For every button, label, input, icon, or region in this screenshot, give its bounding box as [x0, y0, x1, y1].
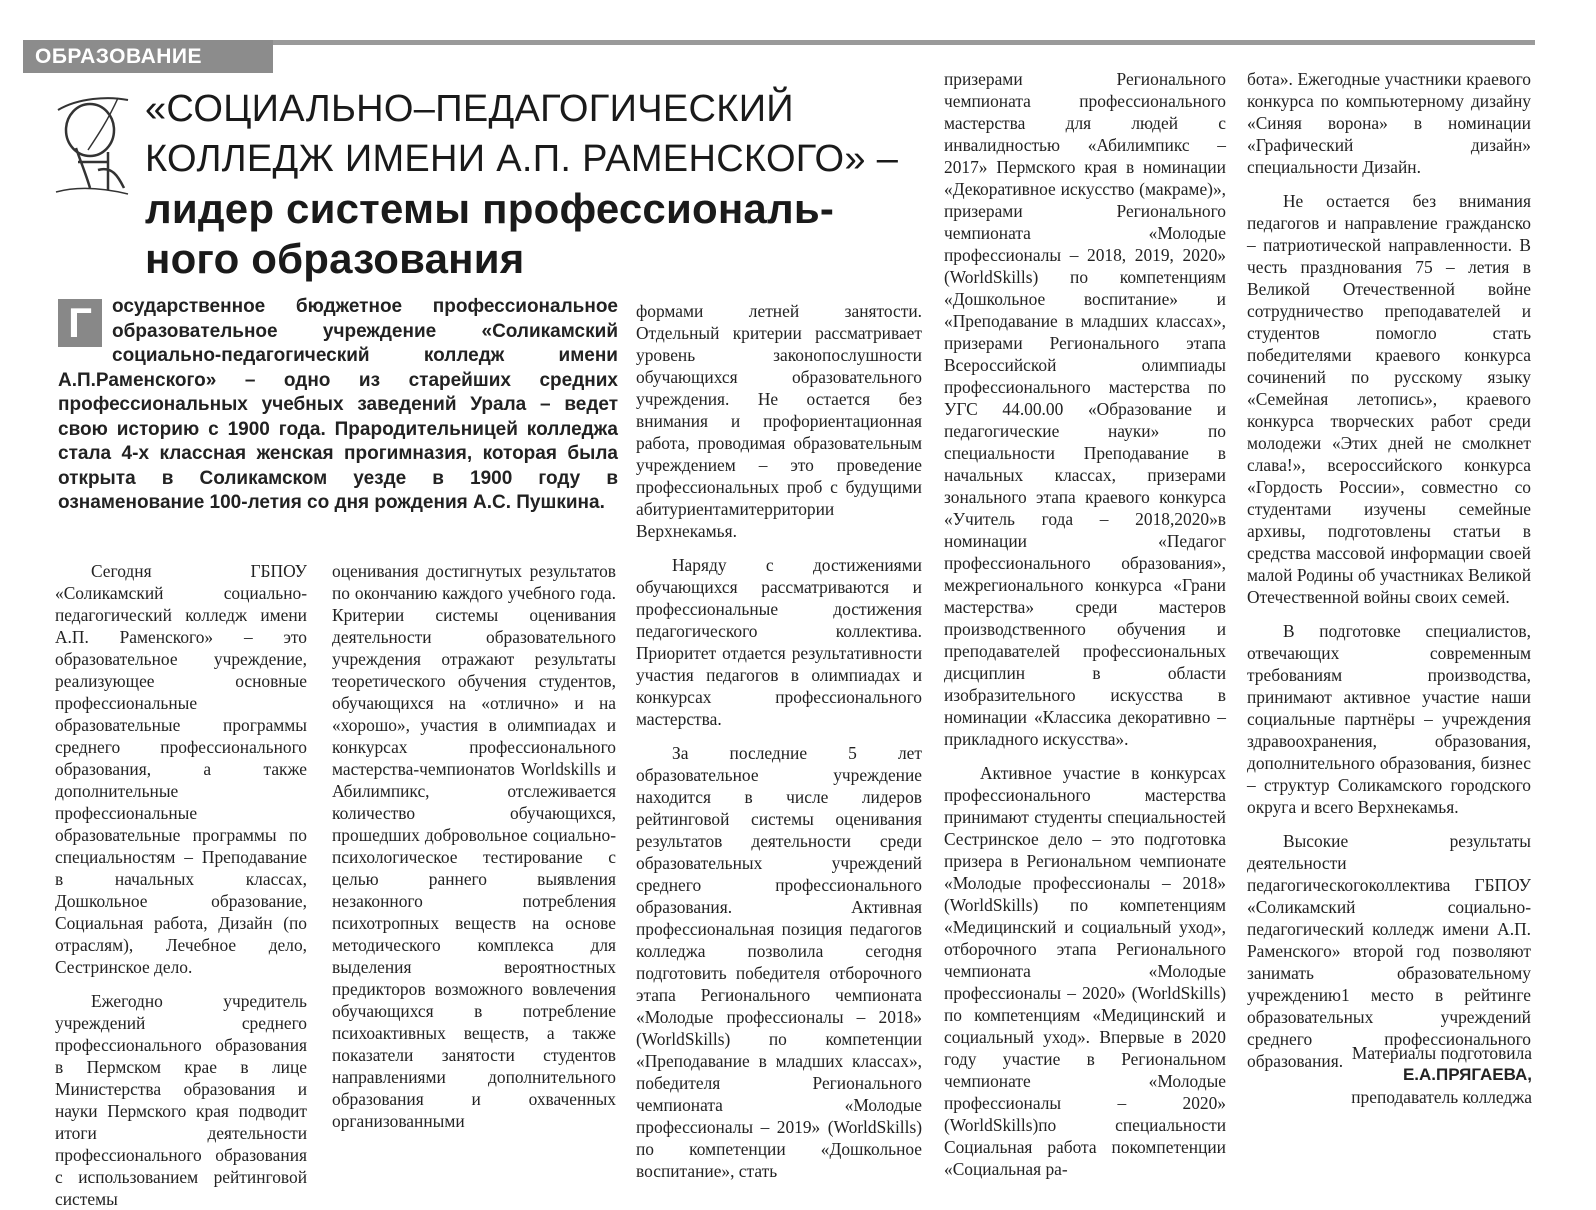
- text-column-3: [636, 300, 922, 1182]
- title-line-2: КОЛЛЕДЖ ИМЕНИ А.П. РАМЕНСКОГО» –: [145, 138, 899, 180]
- rubric-label: ОБРАЗОВАНИЕ: [23, 40, 273, 73]
- lead-paragraph: [58, 295, 618, 516]
- paragraph: формами летней занятости. Отдельный критерии рассматривает уровень законопослушности обучающихся образовательного учреждения. Не остается без внимания и профориентационная работа, проводимая образовательным учреждением – это проведение профессиональных проб с будущими абитуриентамитерритории Верхнекамья.: [636, 301, 922, 541]
- credit-author-role: преподаватель колледжа: [1351, 1087, 1532, 1107]
- drop-cap: Г: [58, 299, 102, 347]
- paragraph: Высокие результаты деятельности педагогическогоколлектива ГБПОУ «Соликамский социально-педагогический колледж имени А.П. Раменского» второй год позволяют занимать образовательному учреждению1 место в рейтинге образовательных учреждений среднего профессионального образования.: [1247, 831, 1531, 1071]
- paragraph: За последние 5 лет образовательное учреждение находится в числе лидеров рейтинговой системы оценивания результатов деятельности среди образовательных учреждений среднего профессионального образования. Активная профессиональная позиция педагогов колледжа позволила сегодня подготовить победителя отборочного этапа Регионального чемпионата «Молодые профессионалы – 2018» (WorldSkills) по компетенции «Преподавание в младших классах», победителя Регионального чемпионата «Молодые профессионалы – 2019» (WorldSkills) по компетенции «Дошкольное воспитание», стать: [636, 743, 922, 1181]
- paragraph: В подготовке специалистов, отвечающих современным требованиям производства, принимают активное участие наши социальные партнёры – учреждения здравоохранения, образования, дополнительного образования, бизнес – структур Соликамского городского округа и всего Верхнекамья.: [1247, 621, 1531, 817]
- title-line-3: лидер системы профессиональ-: [145, 185, 835, 232]
- paragraph: Сегодня ГБПОУ «Соликамский социально-педагогический колледж имени А.П. Раменского» – это образовательное учреждение, реализующее основные профессиональные образовательные программы среднего профессионального образования, а также дополнительные профессиональные образовательные программы по специальностям – Преподавание в начальных классах, Дошкольное образование, Социальная работа, Дизайн (по отраслям), Лечебное дело, Сестринское дело.: [55, 561, 307, 977]
- credit-author-name: Е.А.ПРЯГАЕВА,: [1402, 1065, 1532, 1084]
- text-column-5: [1247, 68, 1531, 1072]
- text-column-1: [55, 560, 307, 1210]
- author-credit: [1351, 1042, 1532, 1108]
- college-monogram-logo: [48, 90, 133, 200]
- paragraph: Не остается без внимания педагогов и направление гражданско – патриотической направленности. В честь празднования 75 – летия в Великой Отечественной войне сотрудничество преподавателей и студентов помогло стать победителями краевого конкурса сочинений по русскому языку «Семейная летопись», краевого конкурса творческих работ среди молодежи «Этих дней не смолкнет слава!», всероссийского конкурса «Гордость России», совместно со студентами изучены семейные архивы, подготовлены статьи в средства массовой информации своей малой Родины об участниках Великой Отечественной войны своих семей.: [1247, 191, 1531, 607]
- article-title: [145, 84, 945, 284]
- paragraph: Активное участие в конкурсах профессионального мастерства принимают студенты специальностей Сестринское дело – это подготовка призера в Региональном чемпионате «Молодые профессионалы – 2018» (WorldSkills) по компетенциям «Медицинский и социальный уход», отборочного этапа Регионального чемпионата «Молодые профессионалы – 2020» (WorldSkills) по компетенциям «Медицинский и социальный уход». Впервые в 2020 году участие в Региональном чемпионате «Молодые профессионалы – 2020» (WorldSkills)по специальности Социальная работа покомпетенции «Социальная ра-: [944, 763, 1226, 1179]
- paragraph: призерами Регионального чемпионата профессионального мастерства для людей с инвалидностью «Абилимпикс – 2017» Пермского края в номинации «Декоративное искусство (макраме)», призерами Регионального чемпионата «Молодые профессионалы – 2018, 2019, 2020» (WorldSkills) по компетенциям «Дошкольное воспитание» и «Преподавание в младших классах», призерами Регионального этапа Всероссийской олимпиады профессионального мастерства по УГС 44.00.00 «Образование и педагогические науки» по специальности Преподавание в начальных классах, призерами зонального этапа краевого конкурса «Учитель года – 2018,2020»в номинации «Педагог профессионального образования», межрегионального конкурса «Грани мастерства» среди мастеров производственного обучения и преподавателей профессиональных дисциплин в области изобразительного искусства в номинации «Классика декоративно – прикладного искусства».: [944, 69, 1226, 749]
- title-line-4: ного образования: [145, 235, 525, 282]
- text-column-2: [332, 560, 616, 1132]
- lead-text: осударственное бюджетное профессиональное образовательное учреждение «Соликамский социально-педагогический колледж имени А.П.Раменского» – одно из старейших средних профессиональных учебных заведений Урала – ведет свою историю с 1900 года. Прародительницей колледжа стала 4-х классная женская прогимназия, которая была открыта в Соликамском уезде в 1900 году в ознаменование 100-летия со дня рождения А.С. Пушкина.: [58, 296, 618, 513]
- paragraph: бота». Ежегодные участники краевого конкурса по компьютерному дизайну «Синяя ворона» в номинации «Графический дизайн» специальности Дизайн.: [1247, 69, 1531, 177]
- paragraph: Ежегодно учредитель учреждений среднего профессионального образования в Пермском крае в лице Министерства образования и науки Пермского края подводит итоги деятельности профессионального образования с использованием рейтинговой системы: [55, 991, 307, 1209]
- paragraph: оценивания достигнутых результатов по окончанию каждого учебного года. Критерии системы оценивания деятельности образовательного учреждения отражают результаты теоретического обучения студентов, обучающихся на «отлично» и на «хорошо», участия в олимпиадах и конкурсах профессионального мастерства-чемпионатов Worldskills и Абилимпикс, отслеживается количество обучающихся, прошедших добровольное социально-психологическое тестирование с целью раннего выявления незаконного потребления психотропных веществ на основе методического комплекса для выделения вероятностных предикторов возможного вовлечения обучающихся в потребление психоактивных веществ, а также показатели занятости студентов направлениями дополнительного образования и охваченных организованными: [332, 561, 616, 1131]
- title-line-1: «СОЦИАЛЬНО–ПЕДАГОГИЧЕСКИЙ: [145, 88, 794, 130]
- credit-prepared: Материалы подготовила: [1351, 1043, 1532, 1063]
- paragraph: Наряду с достижениями обучающихся рассматриваются и профессиональные достижения педагогического коллектива. Приоритет отдается результативности участия педагогов в олимпиадах и конкурсах профессионального мастерства.: [636, 555, 922, 729]
- text-column-4: [944, 68, 1226, 1180]
